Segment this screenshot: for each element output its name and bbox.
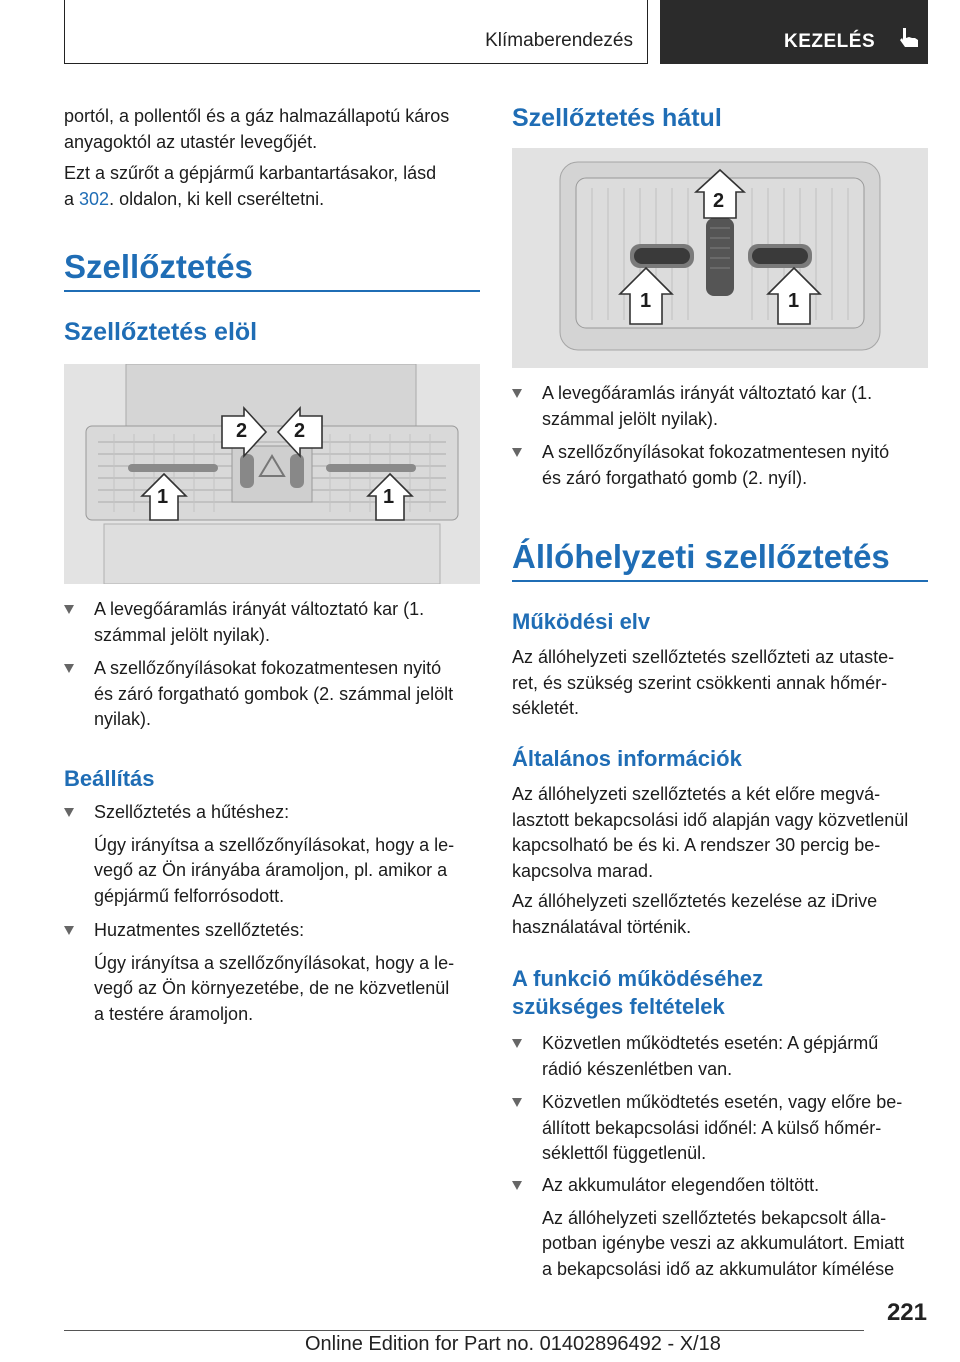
text-line: Huzatmentes szellőztetés: bbox=[94, 920, 305, 940]
text-line: Úgy irányítsa a szellőzőnyílásokat, hogy a le- bbox=[94, 952, 455, 973]
heading-line: szükséges feltételek bbox=[512, 994, 725, 1019]
bullet-triangle-icon bbox=[64, 664, 74, 673]
bullet-triangle-icon bbox=[64, 808, 74, 817]
header-section-title: Klímaberendezés bbox=[485, 30, 633, 51]
principle-paragraph bbox=[512, 645, 928, 722]
text-line: Közvetlen működtetés esetén, vagy előre be- bbox=[542, 1092, 903, 1112]
bullet-triangle-icon bbox=[64, 926, 74, 935]
heading-requirements bbox=[512, 965, 763, 1021]
text-line: séklettől függetlenül. bbox=[542, 1143, 707, 1163]
text-line: vegő az Ön környezetébe, de ne közvetlenül bbox=[94, 978, 450, 998]
header-chapter-box bbox=[660, 0, 928, 64]
heading-line: A funkció működéséhez bbox=[512, 966, 764, 991]
text-line: A levegőáramlás irányát változtató kar (1. bbox=[94, 599, 425, 619]
text-line: állított bekapcsolási időnél: A külső hőmér- bbox=[542, 1117, 882, 1138]
callout-label: 2 bbox=[236, 420, 248, 442]
intro-paragraph bbox=[64, 104, 449, 155]
callout-label: 1 bbox=[383, 486, 395, 508]
text-line: lasztott bekapcsolási idő alapján vagy közvetlenül bbox=[512, 809, 909, 830]
heading-principle: Működési elv bbox=[512, 609, 651, 634]
text-line: és záró forgatható gomb (2. nyíl). bbox=[542, 467, 808, 488]
text-line: kapcsolva marad. bbox=[512, 860, 654, 881]
text-line: és záró forgatható gombok (2. számmal jelölt bbox=[94, 683, 454, 704]
text-line: Az állóhelyzeti szellőztetés szellőzteti az utaste- bbox=[512, 647, 895, 667]
heading-general: Általános információk bbox=[512, 746, 742, 771]
heading-parking-ventilation: Állóhelyzeti szellőztetés bbox=[512, 538, 890, 575]
text-line: nyilak). bbox=[94, 709, 152, 729]
heading-rule bbox=[64, 290, 480, 292]
text-line: Szellőztetés a hűtéshez: bbox=[94, 802, 290, 822]
text-line: vegő az Ön irányába áramoljon, pl. amikor a bbox=[94, 860, 448, 880]
text-line: sékletét. bbox=[512, 698, 580, 718]
text-line: kapcsolható be és ki. A rendszer 30 percig be- bbox=[512, 835, 881, 855]
general-paragraph bbox=[512, 782, 928, 884]
header-section-box bbox=[64, 0, 648, 64]
callout-label: 1 bbox=[640, 290, 652, 312]
intro-paragraph-2 bbox=[64, 161, 436, 212]
bullet-triangle-icon bbox=[512, 1181, 522, 1190]
text-line: Az akkumulátor elegendően töltött. bbox=[542, 1175, 820, 1195]
text-line: Közvetlen működtetés esetén: A gépjármű bbox=[542, 1033, 879, 1053]
text-line: a testére áramoljon. bbox=[94, 1003, 254, 1024]
header-chapter-title: KEZELÉS bbox=[784, 31, 876, 52]
text-line: portól, a pollentől és a gáz halmazállapotú káros bbox=[64, 106, 450, 126]
text-line: anyagoktól az utastér levegőjét. bbox=[64, 131, 318, 152]
heading-rule bbox=[512, 580, 928, 582]
text-line: Az állóhelyzeti szellőztetés a két előre megvá- bbox=[512, 784, 881, 804]
text-line: gépjármű felforrósodott. bbox=[94, 885, 285, 906]
heading-ventilation: Szellőztetés bbox=[64, 248, 253, 285]
text-line: használatával történik. bbox=[512, 916, 692, 937]
heading-rear: Szellőztetés hátul bbox=[512, 104, 722, 132]
bullet-triangle-icon bbox=[512, 1039, 522, 1048]
text-span: . oldalon, ki kell cseréltetni. bbox=[109, 188, 325, 209]
footer-rule bbox=[64, 1330, 864, 1331]
text-line: Ezt a szűrőt a gépjármű karbantartásakor, lásd bbox=[64, 163, 437, 183]
callout-label: 2 bbox=[713, 190, 725, 212]
bullet-triangle-icon bbox=[512, 389, 522, 398]
text-line: ret, és szükség szerint csökkenti annak hőmér- bbox=[512, 672, 888, 693]
text-span: a bbox=[64, 188, 80, 209]
text-line: számmal jelölt nyilak). bbox=[542, 408, 719, 429]
callout-label: 2 bbox=[294, 420, 306, 442]
callout-label: 1 bbox=[788, 290, 800, 312]
hand-pointer-icon bbox=[896, 26, 922, 50]
text-line: rádió készenlétben van. bbox=[542, 1058, 733, 1079]
text-line: Az állóhelyzeti szellőztetés bekapcsolt álla- bbox=[542, 1207, 887, 1228]
edition-text: Online Edition for Part no. 01402896492 - X/18 bbox=[305, 1333, 721, 1355]
text-line: A szellőzőnyílásokat fokozatmentesen nyitó bbox=[542, 442, 890, 462]
text-line: számmal jelölt nyilak). bbox=[94, 624, 271, 645]
text-line: a bekapcsolási idő az akkumulátor kímélése bbox=[542, 1258, 895, 1279]
text-line bbox=[64, 187, 436, 213]
rear-vent-figure bbox=[512, 148, 928, 368]
bullet-triangle-icon bbox=[512, 1098, 522, 1107]
front-vent-figure bbox=[64, 364, 480, 584]
general-paragraph-2 bbox=[512, 889, 928, 940]
text-line: Úgy irányítsa a szellőzőnyílásokat, hogy a le- bbox=[94, 834, 455, 855]
heading-settings: Beállítás bbox=[64, 766, 155, 791]
text-line: Az állóhelyzeti szellőztetés kezelése az iDrive bbox=[512, 891, 878, 911]
page-number: 221 bbox=[886, 1299, 927, 1326]
text-line: A levegőáramlás irányát változtató kar (1. bbox=[542, 383, 873, 403]
bullet-triangle-icon bbox=[64, 605, 74, 614]
bullet-triangle-icon bbox=[512, 448, 522, 457]
text-line: A szellőzőnyílásokat fokozatmentesen nyitó bbox=[94, 658, 442, 678]
page-link[interactable]: 302 bbox=[79, 188, 110, 209]
text-line: potban igénybe veszi az akkumulátort. Emiatt bbox=[542, 1233, 905, 1253]
callout-label: 1 bbox=[157, 486, 169, 508]
heading-front: Szellőztetés elöl bbox=[64, 318, 258, 346]
